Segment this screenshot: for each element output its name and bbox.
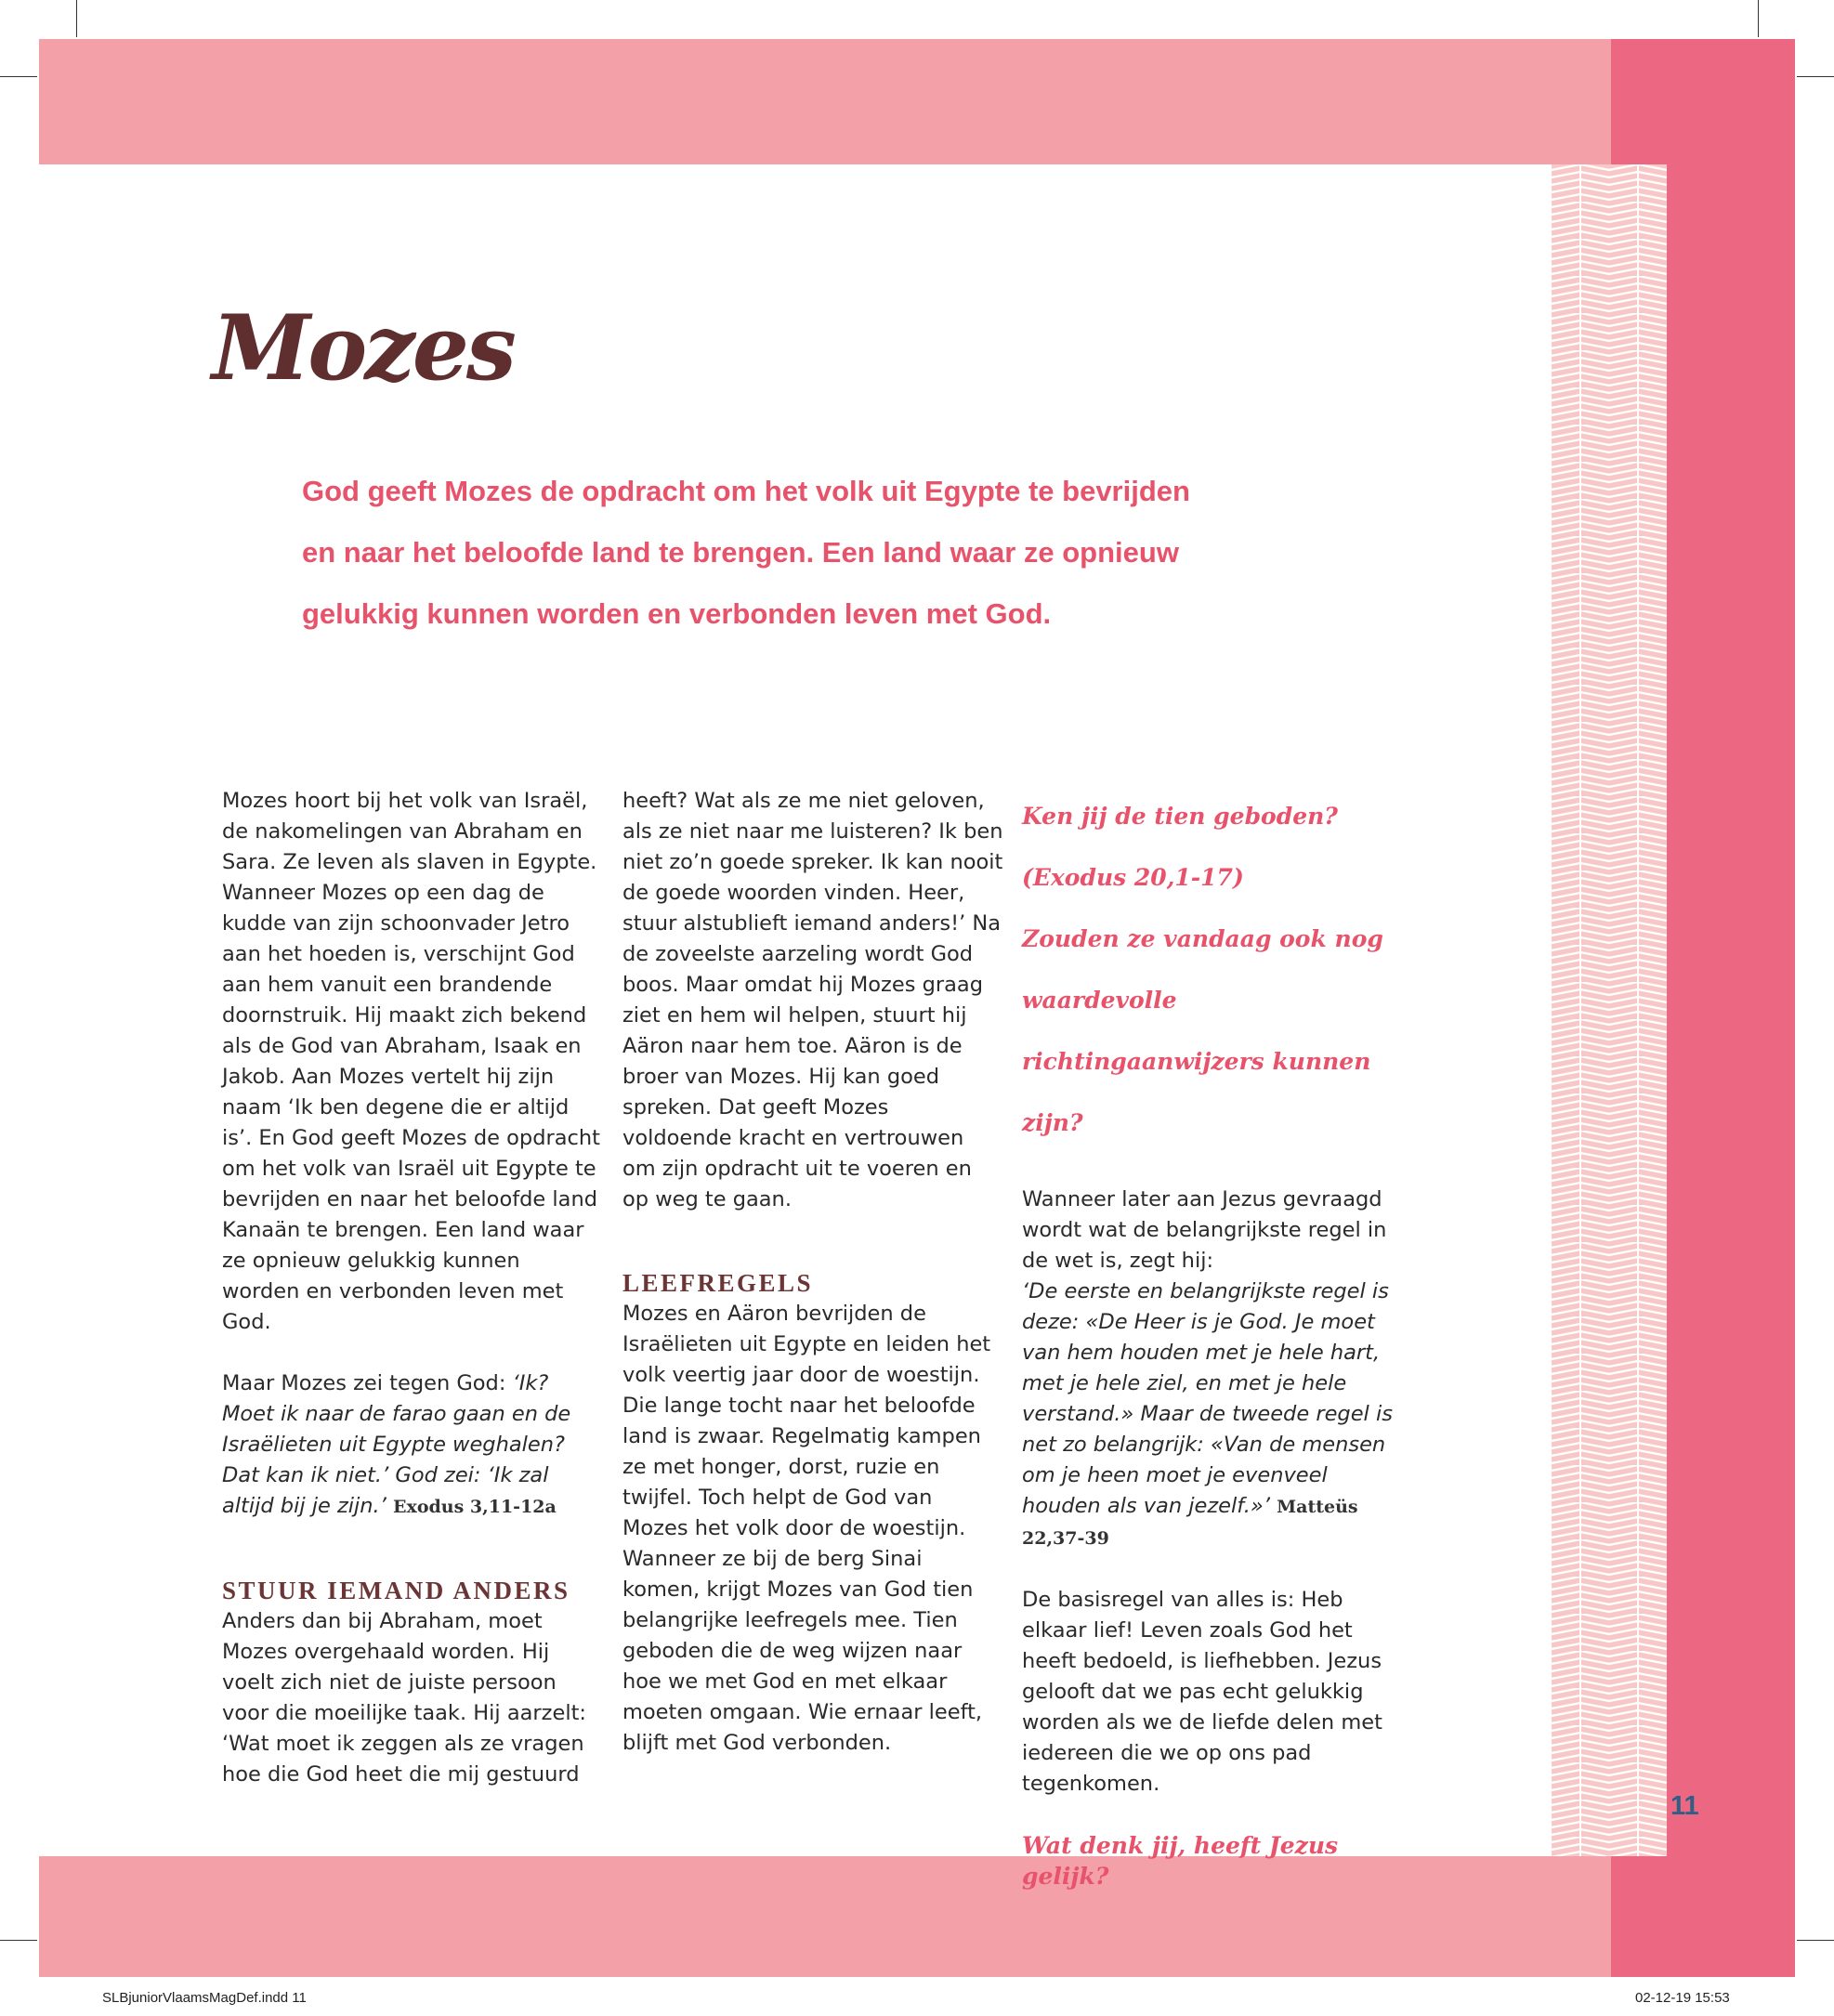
body-paragraph [1022,1185,1412,1554]
column-1 [222,786,603,1790]
page-number: 11 [1670,1791,1699,1821]
top-color-band [39,39,1611,164]
body-paragraph: heeft? Wat als ze me niet geloven, als ze niet naar me luisteren? Ik ben niet zo’n goede spreker. Ik kan nooit de goede woorden vinden. Heer, stuur alstublieft iemand anders!’ Na de zoveelste aarzeling wordt God boos. Maar omdat hij Mozes graag ziet en hem wil helpen, stuurt hij Aäron naar hem toe. Aäron is de broer van Mozes. Hij kan goed spreken. Dat geeft Mozes voldoende kracht en vertrouwen om zijn opdracht uit te voeren en op weg te gaan. [622,789,1003,1211]
quote-paragraph [222,1368,603,1523]
reflection-question: Ken jij de tien geboden? [1022,803,1338,830]
section-heading: STUUR IEMAND ANDERS [222,1577,570,1604]
reflection-question: Wat denk jij, heeft Jezus gelijk? [1022,1832,1339,1890]
bible-reference: Exodus 3,11-12a [393,1497,557,1517]
column-2 [622,786,1003,1759]
crop-mark [0,76,37,77]
quote-lead: Maar Mozes zei tegen God: [222,1371,513,1395]
decorative-pattern [1552,164,1667,1856]
body-paragraph: Mozes en Aäron bevrijden de Israëlieten uit Egypte en leiden het volk veertig jaar door de woestijn. Die lange tocht naar het beloofde land is zwaar. Regelmatig kampen ze met honger, dorst, ruzie en twijfel. Toch helpt de God van Mozes het volk door de woestijn. Wanneer ze bij de berg Sinai komen, krijgt Mozes van God tien belangrijke leefregels mee. Tien geboden die de weg wijzen naar hoe we met God en met elkaar moeten omgaan. Wie ernaar leeft, blijft met God verbonden. [622,1302,991,1755]
crop-mark [1758,0,1759,37]
crop-mark [1797,1940,1834,1941]
herringbone-pattern-icon [1552,164,1667,1856]
body-paragraph: Anders dan bij Abraham, moet Mozes overgehaald worden. Hij voelt zich niet de juiste persoon voor die moeilijke taak. Hij aarzelt: ‘Wat moet ik zeggen als ze vragen hoe die God heet die mij gestuurd [222,1609,586,1787]
crop-mark [1797,76,1834,77]
quote-italic: ‘De eerste en belangrijkste regel is deze: «De Heer is je God. Je moet van hem houden met je hele hart, met je hele ziel, en met je hele verstand.» Maar de tweede regel is net zo belangrijk: «Van de mensen om je heen moet je evenveel houden als van jezelf.»’ [1022,1279,1393,1518]
bible-reference: Matteüs 22,37-39 [1022,1497,1358,1549]
body-paragraph: De basisregel van alles is: Heb elkaar lief! Leven zoals God het heeft bedoeld, is liefhebben. Jezus gelooft dat we pas echt gelukkig worden als we de liefde delen met iedereen die we op ons pad tegenkomen. [1022,1588,1382,1796]
page-title: Mozes [212,295,514,400]
column-3 [1022,786,1412,1892]
crop-mark [0,1940,37,1941]
footer-filename: SLBjuniorVlaamsMagDef.indd 11 [102,1990,307,2006]
body-lead: Wanneer later aan Jezus gevraagd wordt wat de belangrijkste regel in de wet is, zegt hij: [1022,1187,1387,1273]
crop-mark [76,0,77,37]
reflection-reference: (Exodus 20,1-17) [1022,864,1244,891]
footer-timestamp: 02-12-19 15:53 [1635,1990,1730,2006]
reflection-question: Zouden ze vandaag ook nog waardevolle richtingaanwijzers kunnen zijn? [1022,925,1383,1136]
quote-italic: ‘Ik? Moet ik naar de farao gaan en de Israëlieten uit Egypte weghalen? Dat kan ik niet.’ God zei: ‘Ik zal altijd bij je zijn.’ [222,1371,571,1518]
intro-paragraph: God geeft Mozes de opdracht om het volk uit Egypte te bevrijden en naar het beloofde land te brengen. Een land waar ze opnieuw gelukkig kunnen worden en verbonden leven met God. [302,475,1190,630]
section-heading: LEEFREGELS [622,1269,814,1297]
body-paragraph: Mozes hoort bij het volk van Israël, de nakomelingen van Abraham en Sara. Ze leven als slaven in Egypte. Wanneer Mozes op een dag de kudde van zijn schoonvader Jetro aan het hoeden is, verschijnt God aan hem vanuit een brandende doornstruik. Hij maakt zich bekend als de God van Abraham, Isaak en Jakob. Aan Mozes vertelt hij zijn naam ‘Ik ben degene die er altijd is’. En God geeft Mozes de opdracht om het volk van Israël uit Egypte te bevrijden en naar het beloofde land Kanaän te brengen. Een land waar ze opnieuw gelukkig kunnen worden en verbonden leven met God. [222,789,600,1334]
